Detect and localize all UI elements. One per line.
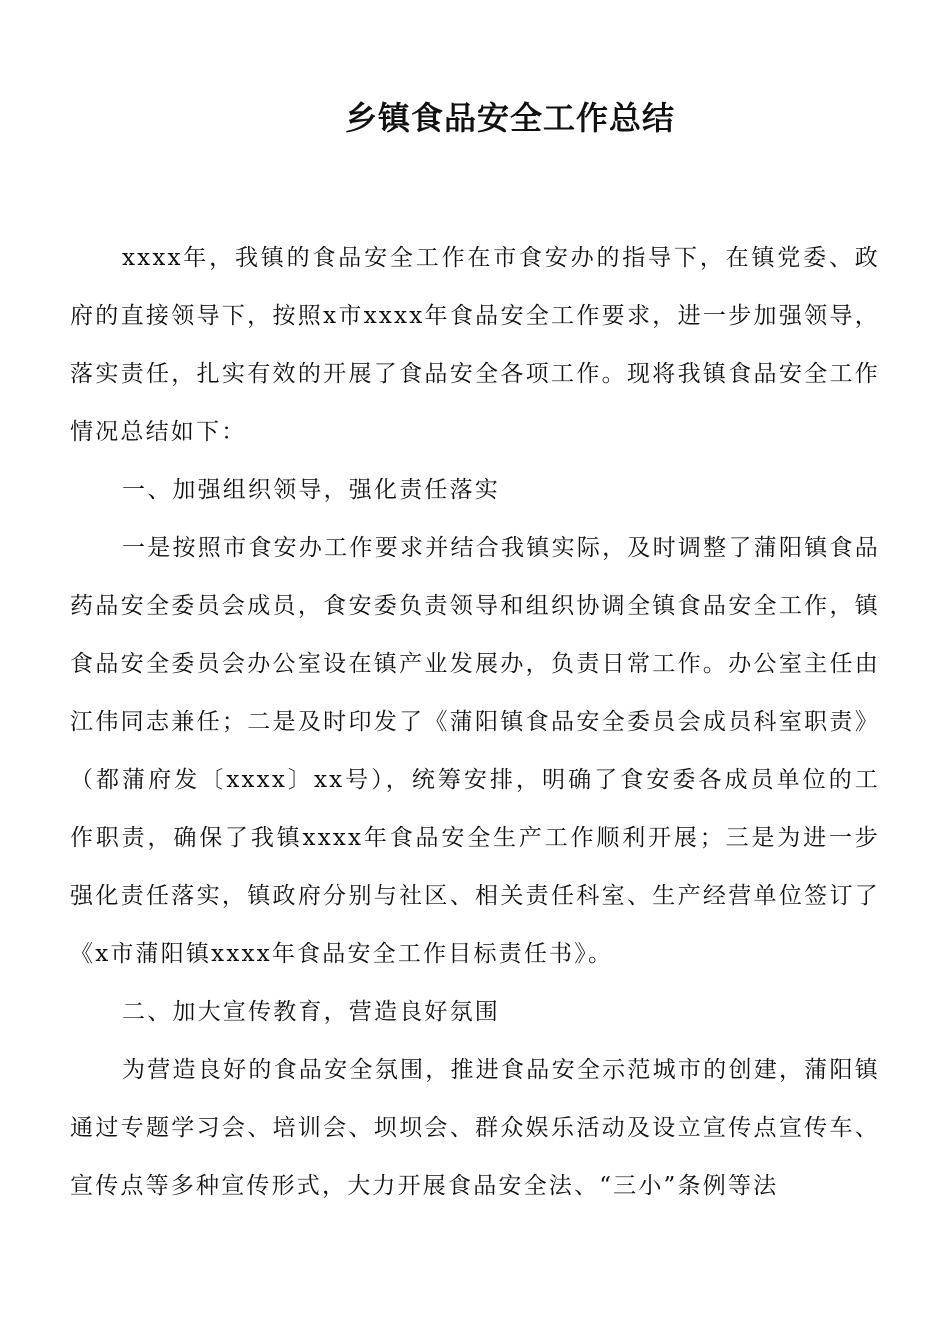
paragraph-section-2: 为营造良好的食品安全氛围，推进食品安全示范城市的创建，蒲阳镇通过专题学习会、培训会、坝坝会、群众娱乐活动及设立宣传点宣传车、宣传点等多种宣传形式，大力开展食品安全法、“三小”条例等法 — [70, 1057, 880, 1199]
section-heading-1: 一、加强组织领导，强化责任落实 — [122, 477, 500, 503]
document-title: 乡镇食品安全工作总结 — [344, 99, 675, 137]
document-body — [70, 229, 880, 1215]
section-heading-2: 二、加大宣传教育，营造良好氛围 — [122, 999, 500, 1025]
paragraph-section-1: 一是按照市食安办工作要求并结合我镇实际，及时调整了蒲阳镇食品药品安全委员会成员，食安委负责领导和组织协调全镇食品安全工作，镇食品安全委员会办公室设在镇产业发展办，负责日常工作。办公室主任由江伟同志兼任；二是及时印发了《蒲阳镇食品安全委员会成员科室职责》（都蒲府发〔xxxx〕xx号），统筹安排，明确了食安委各成员单位的工作职责，确保了我镇xxxx年食品安全生产工作顺利开展；三是为进一步强化责任落实，镇政府分别与社区、相关责任科室、生产经营单位签订了《x市蒲阳镇xxxx年食品安全工作目标责任书》。 — [70, 535, 880, 967]
paragraph-intro: xxxx年，我镇的食品安全工作在市食安办的指导下，在镇党委、政府的直接领导下，按照x市xxxx年食品安全工作要求，进一步加强领导，落实责任，扎实有效的开展了食品安全各项工作。现将我镇食品安全工作情况总结如下： — [70, 245, 880, 445]
